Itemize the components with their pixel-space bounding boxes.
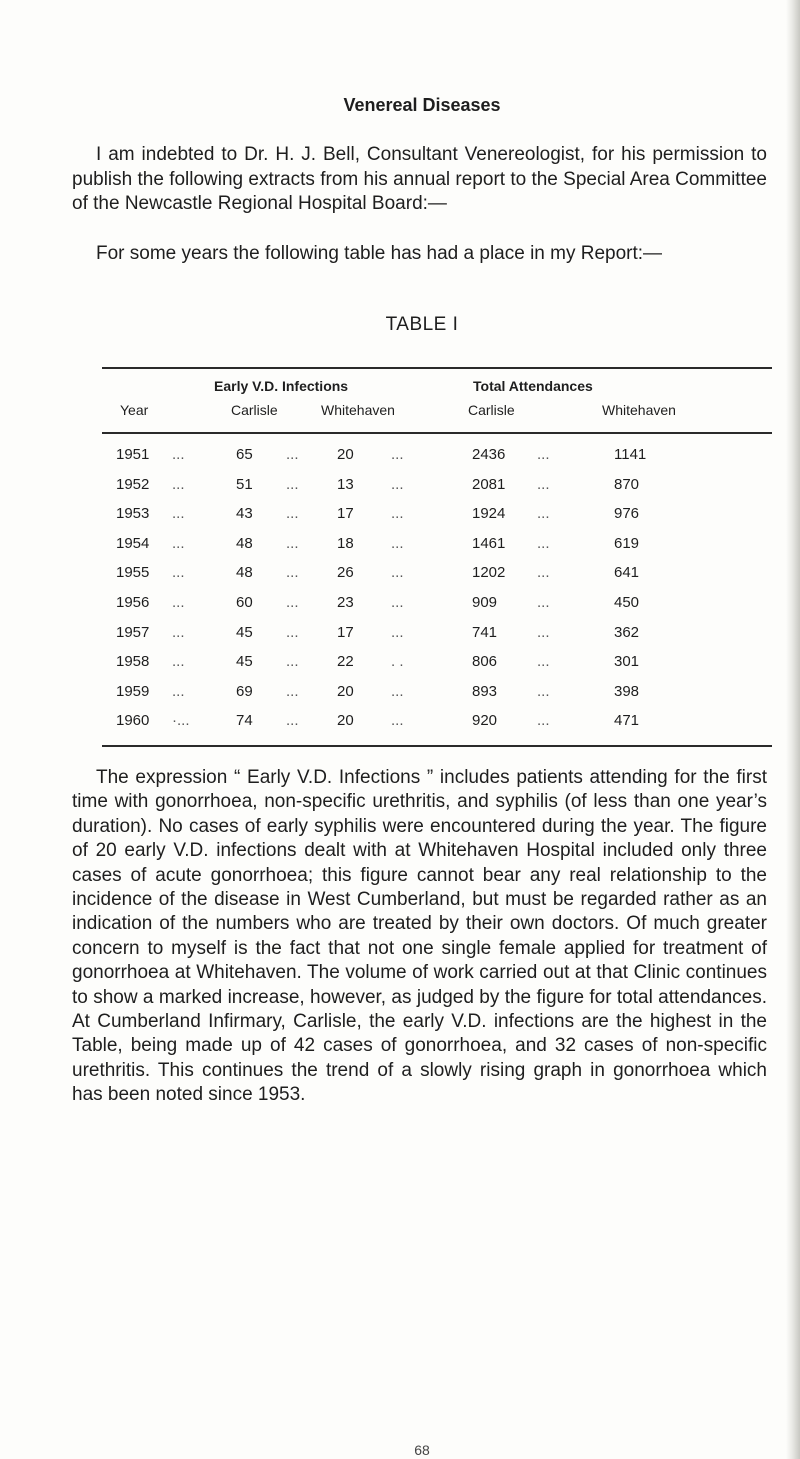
cell-whitehaven-total: 471 xyxy=(614,712,640,730)
group-header-early-infections: Early V.D. Infections xyxy=(214,378,349,394)
cell-carlisle-early: 69 xyxy=(236,682,253,700)
leader-dots: ... xyxy=(391,475,404,493)
cell-whitehaven-early: 20 xyxy=(337,446,354,463)
leader-dots: ... xyxy=(286,712,299,730)
column-header-carlisle-total: Carlisle xyxy=(468,402,515,418)
leader-dots: ... xyxy=(391,712,404,730)
column-header-carlisle-early: Carlisle xyxy=(231,402,278,418)
cell-carlisle-total: 1461 xyxy=(472,534,506,552)
leader-dots: ... xyxy=(537,623,550,641)
leader-dots: ... xyxy=(172,534,185,552)
table-header-rule xyxy=(102,432,772,434)
page-edge-shadow xyxy=(786,0,800,1459)
leader-dots: ... xyxy=(537,564,550,582)
cell-carlisle-early: 45 xyxy=(236,623,253,641)
table-row xyxy=(72,476,772,506)
cell-whitehaven-early: 13 xyxy=(337,475,354,493)
cell-carlisle-total: 1924 xyxy=(472,505,506,523)
cell-year: 1956 xyxy=(116,593,150,611)
cell-carlisle-total: 2081 xyxy=(472,475,506,493)
cell-whitehaven-total: 619 xyxy=(614,534,640,552)
leader-dots: ... xyxy=(537,653,550,671)
column-header-year: Year xyxy=(120,402,149,418)
cell-carlisle-early: 60 xyxy=(236,593,253,611)
leader-dots: ... xyxy=(286,534,299,552)
leader-dots: ... xyxy=(391,682,404,700)
leader-dots: ... xyxy=(286,505,299,523)
cell-carlisle-total: 806 xyxy=(472,653,498,671)
page-title: Venereal Diseases xyxy=(343,95,501,115)
second-paragraph: For some years the following table has had a place in my Report:— xyxy=(96,243,663,264)
cell-year: 1952 xyxy=(116,475,150,493)
leader-dots: ... xyxy=(537,534,550,552)
column-header-whitehaven-early: Whitehaven xyxy=(321,402,395,418)
cell-carlisle-total: 741 xyxy=(472,623,498,641)
leader-dots: ... xyxy=(172,682,185,700)
cell-year: 1954 xyxy=(116,534,150,552)
cell-whitehaven-early: 17 xyxy=(337,623,354,641)
leader-dots: ... xyxy=(286,682,299,700)
table-row xyxy=(72,505,772,535)
leader-dots: ... xyxy=(286,475,299,493)
leader-dots: ... xyxy=(286,564,299,582)
cell-year: 1960 xyxy=(116,712,150,730)
leader-dots: ... xyxy=(172,623,185,641)
body-paragraph: The expression “ Early V.D. Infections ” includes patients attending for the first time with gonorrhoea, non-specific urethritis, and syphilis (of less than one year’s duration). No cases of early syphilis were encountered during the year. The figure of 20 early V.D. infections dealt with at Whitehaven Hospital included only three cases of acute gonorrhoea; this figure cannot bear any real relationship to the incidence of the disease in West Cumberland, but must be regarded rather as an indication of the numbers who are treated by their own doctors. Of much greater concern to myself is the fact that not one single female applied for treatment of gonorrhoea at Whitehaven. The volume of work carried out at that Clinic continues to show a marked increase, however, as judged by the figure for total attendances. At Cumberland Infirmary, Carlisle, the early V.D. infections are the highest in the Table, being made up of 42 cases of gonorrhoea, and 32 cases of non-specific urethritis. This continues the trend of a slowly rising graph in gonorrhoea which has been noted since 1953. xyxy=(72,767,767,1106)
cell-whitehaven-early: 17 xyxy=(337,505,354,523)
leader-dots: . . xyxy=(391,653,404,671)
cell-carlisle-early: 51 xyxy=(236,475,253,493)
table-row xyxy=(72,535,772,565)
leader-dots: ... xyxy=(537,475,550,493)
table-top-rule xyxy=(102,367,772,369)
cell-whitehaven-early: 22 xyxy=(337,653,354,671)
cell-carlisle-early: 43 xyxy=(236,505,253,523)
cell-carlisle-early: 48 xyxy=(236,534,253,552)
leader-dots: ... xyxy=(286,446,299,463)
cell-whitehaven-early: 20 xyxy=(337,682,354,700)
leader-dots: ... xyxy=(391,505,404,523)
leader-dots: ... xyxy=(391,446,404,463)
leader-dots: ... xyxy=(537,446,550,463)
leader-dots: ... xyxy=(172,593,185,611)
cell-carlisle-total: 1202 xyxy=(472,564,506,582)
leader-dots: ... xyxy=(537,712,550,730)
cell-whitehaven-early: 26 xyxy=(337,564,354,582)
table-row xyxy=(72,712,772,742)
leader-dots: ... xyxy=(391,593,404,611)
cell-carlisle-total: 893 xyxy=(472,682,498,700)
cell-year: 1958 xyxy=(116,653,150,671)
leader-dots: ... xyxy=(537,505,550,523)
table-row xyxy=(72,446,772,476)
cell-whitehaven-total: 362 xyxy=(614,623,640,641)
leader-dots: ... xyxy=(537,682,550,700)
leader-dots: ... xyxy=(391,623,404,641)
cell-whitehaven-total: 398 xyxy=(614,682,640,700)
cell-carlisle-total: 909 xyxy=(472,593,498,611)
table-title: TABLE I xyxy=(385,314,459,335)
cell-carlisle-early: 65 xyxy=(236,446,253,463)
cell-year: 1959 xyxy=(116,682,150,700)
cell-whitehaven-total: 450 xyxy=(614,593,640,611)
leader-dots: ... xyxy=(172,564,185,582)
column-header-whitehaven-total: Whitehaven xyxy=(602,402,676,418)
table-row xyxy=(72,624,772,654)
table-body xyxy=(72,446,772,742)
cell-year: 1957 xyxy=(116,623,150,641)
leader-dots: ... xyxy=(172,653,185,671)
cell-whitehaven-total: 641 xyxy=(614,564,640,582)
cell-carlisle-total: 2436 xyxy=(472,446,506,463)
leader-dots: ... xyxy=(286,623,299,641)
cell-carlisle-early: 48 xyxy=(236,564,253,582)
leader-dots: ·... xyxy=(172,712,190,730)
leader-dots: ... xyxy=(537,593,550,611)
table-bottom-rule xyxy=(102,745,772,747)
cell-whitehaven-early: 18 xyxy=(337,534,354,552)
intro-paragraph: I am indebted to Dr. H. J. Bell, Consultant Venereologist, for his permission to publish the following extracts from his annual report to the Special Area Committee of the Newcastle Regional Hospital Board:— xyxy=(72,144,767,215)
cell-year: 1951 xyxy=(116,446,150,463)
table-row xyxy=(72,564,772,594)
cell-whitehaven-total: 976 xyxy=(614,505,640,523)
leader-dots: ... xyxy=(172,505,185,523)
table-row xyxy=(72,653,772,683)
group-header-total-attendances: Total Attendances xyxy=(473,378,593,394)
leader-dots: ... xyxy=(391,534,404,552)
cell-year: 1953 xyxy=(116,505,150,523)
cell-carlisle-early: 45 xyxy=(236,653,253,671)
cell-carlisle-total: 920 xyxy=(472,712,498,730)
page-number: 68 xyxy=(414,1442,430,1458)
leader-dots: ... xyxy=(286,593,299,611)
leader-dots: ... xyxy=(391,564,404,582)
leader-dots: ... xyxy=(286,653,299,671)
table-row xyxy=(72,683,772,713)
leader-dots: ... xyxy=(172,446,185,463)
cell-year: 1955 xyxy=(116,564,150,582)
cell-whitehaven-early: 20 xyxy=(337,712,354,730)
cell-carlisle-early: 74 xyxy=(236,712,253,730)
cell-whitehaven-total: 301 xyxy=(614,653,640,671)
table-row xyxy=(72,594,772,624)
cell-whitehaven-total: 1141 xyxy=(614,446,647,463)
cell-whitehaven-early: 23 xyxy=(337,593,354,611)
leader-dots: ... xyxy=(172,475,185,493)
cell-whitehaven-total: 870 xyxy=(614,475,640,493)
